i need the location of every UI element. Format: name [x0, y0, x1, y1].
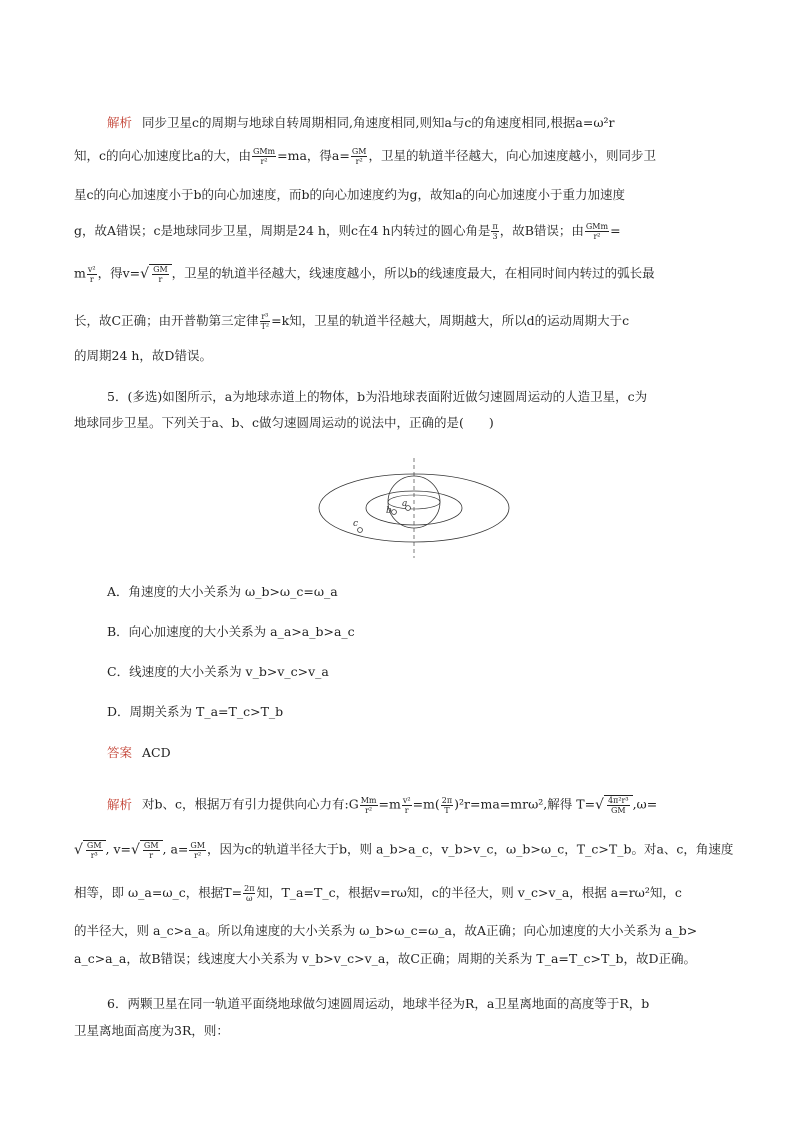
analysis-2-line-1: 解析 对b、c，根据万有引力提供向心力有:G $\frac{Mm}{\text{r²}}$ =m $\frac{\text{v²}}{r}$ =m( $\frac{2\pi}{T}$ )²r=ma=mrω²,解得 T=√ $\frac{\text{4π²r³}}{GM}$ ,ω= — [107, 795, 658, 815]
answer-value: ACD — [142, 745, 171, 760]
analysis-1-line-7: 的周期24 h，故D错误。 — [74, 348, 212, 363]
question-5-stem-1: 5．(多选)如图所示，a为地球赤道上的物体，b为沿地球表面附近做匀速圆周运动的人造卫星，c为 — [107, 389, 648, 404]
option-a: A．角速度的大小关系为 ω_b>ω_c=ω_a — [107, 584, 338, 599]
option-b: B．向心加速度的大小关系为 a_a>a_b>a_c — [107, 624, 355, 639]
sqrt-icon: √ — [131, 842, 140, 858]
fraction: $\frac{\text{GMm}}{\text{r²}}$ — [585, 222, 609, 241]
analysis-label: 解析 — [107, 796, 133, 812]
fraction: $\frac{\text{GMm}}{\text{r²}}$ — [252, 147, 276, 166]
question-5-stem-2: 地球同步卫星。下列关于a、b、c做匀速圆周运动的说法中，正确的是( ) — [74, 415, 494, 430]
fraction: $\frac{GM}{\text{r²}}$ — [351, 147, 367, 166]
analysis-1-line-5: m $\frac{\text{v²}}{r}$ ，得v=√ $\frac{GM}{r}$ ，卫星的轨道半径越大，线速度越小，所以b的线速度最大，在相同时间内转过的弧长最 — [74, 264, 655, 284]
analysis-1-line-3: 星c的向心加速度小于b的向心加速度，而b的向心加速度约为g，故知a的向心加速度小于重力加速度 — [74, 187, 625, 202]
answer-line — [107, 744, 171, 762]
analysis-1-line-1: 解析 同步卫星c的周期与地球自转周期相同,角速度相同,则知a与c的角速度相同,根据a=ω²r — [107, 115, 615, 130]
analysis-2-line-4: 的半径大，则 a_c>a_a。所以角速度的大小关系为 ω_b>ω_c=ω_a，故A正确；向心加速度的大小关系为 a_b> — [74, 923, 698, 938]
sqrt-content: $\frac{GM}{r}$ — [149, 264, 172, 284]
fraction: $\frac{\pi}{3}$ — [492, 222, 498, 241]
analysis-label: 解析 — [107, 115, 133, 130]
analysis-2-line-5: a_c>a_a，故B错误；线速度大小关系为 v_b>v_c>v_a，故C正确；周期的关系为 T_a=T_c>T_b，故D正确。 — [74, 951, 697, 966]
label-a: a — [402, 499, 408, 509]
analysis-2-line-3: 相等，即 ω_a=ω_c，根据T= $\frac{2\pi}{\omega}$ 知，T_a=T_c，根据v=rω知，c的半径大，则 v_c>v_a，根据 a=rω²知，c — [74, 884, 682, 903]
analysis-1-line-6: 长，故C正确；由开普勒第三定律 $\frac{\text{r³}}{\text{T²}}$ =k知，卫星的轨道半径越大，周期越大，所以d的运动周期大于c — [74, 312, 630, 331]
fraction: $\frac{\text{v²}}{r}$ — [402, 795, 411, 815]
fraction: $\frac{GM}{\text{r²}}$ — [190, 840, 205, 860]
analysis-2-line-2: √ $\frac{GM}{\text{r³}}$ , v=√ $\frac{GM}{r}$ , a= $\frac{GM}{\text{r²}}$ ，因为c的轨道半径大于b，则 a_b>a_c，v_b>v_c，ω_b>ω_c，T_c>T_b。对a、c，角速度 — [74, 840, 734, 860]
fraction: $\frac{\text{v²}}{r}$ — [87, 264, 96, 284]
answer-label: 答案 — [107, 745, 133, 760]
sqrt-icon: √ — [74, 842, 83, 858]
fraction: $\frac{Mm}{\text{r²}}$ — [360, 795, 377, 815]
fraction: $\frac{2\pi}{\omega}$ — [244, 884, 255, 903]
label-b: b — [386, 506, 392, 516]
label-c: c — [353, 519, 359, 529]
question-6-line-1: 6．两颗卫星在同一轨道平面绕地球做匀速圆周运动，地球半径为R，a卫星离地面的高度等于R，b — [107, 996, 650, 1011]
orbit-figure — [316, 458, 512, 558]
fraction: $\frac{\text{r³}}{\text{T²}}$ — [260, 312, 270, 331]
option-c: C．线速度的大小关系为 v_b>v_c>v_a — [107, 664, 329, 679]
analysis-1-line-2: 知，c的向心加速度比a的大，由 $\frac{\text{GMm}}{\text{r²}}$ =ma，得a= $\frac{GM}{\text{r²}}$ ，卫星的轨道半径越大，向心加速度越小，则同步卫 — [74, 147, 656, 166]
sqrt-icon: √ — [595, 797, 604, 813]
sqrt-icon: √ — [140, 266, 150, 282]
question-6-line-2: 卫星离地面高度为3R，则： — [74, 1023, 229, 1038]
fraction: $\frac{2\pi}{T}$ — [441, 795, 453, 815]
option-d: D．周期关系为 T_a=T_c>T_b — [107, 704, 284, 719]
analysis-1-line-4: g，故A错误；c是地球同步卫星，周期是24 h，则c在4 h内转过的圆心角是 $\frac{\pi}{3}$ ，故B错误；由 $\frac{\text{GMm}}{\text{r²}}$ = — [74, 222, 621, 241]
